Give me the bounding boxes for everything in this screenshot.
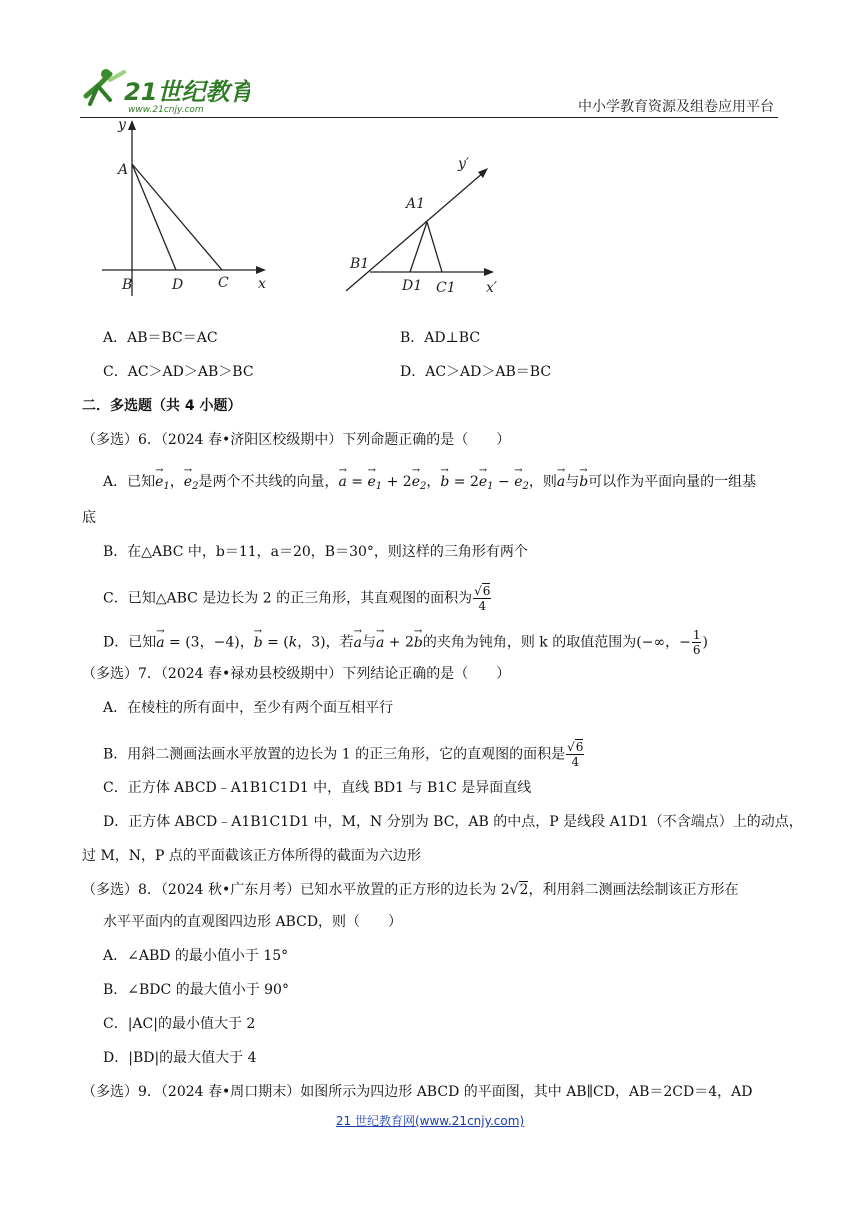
q8-option-b: B．∠BDC 的最大值小于 90° xyxy=(103,982,289,998)
label-x: x xyxy=(258,276,266,292)
q8-stem-cont: 水平平面内的直观图四边形 ABCD，则（ ） xyxy=(103,914,403,930)
figure-original-triangle xyxy=(96,118,276,302)
q7-option-d-cont: 过 M，N，P 点的平面截该正方体所得的截面为六边形 xyxy=(82,848,421,864)
label-D: D xyxy=(172,277,184,293)
q6-option-b: B．在△ABC 中，b＝11，a＝20，B＝30°，则这样的三角形有两个 xyxy=(103,544,528,560)
label-y: y xyxy=(118,118,126,133)
q8-option-a: A．∠ABD 的最小值小于 15° xyxy=(103,948,289,964)
logo-text: 21世纪教育 xyxy=(124,78,250,106)
label-C1: C1 xyxy=(436,280,456,296)
section-title: 二．多选题（共 4 小题） xyxy=(82,398,242,414)
q5-option-d: D．AC＞AD＞AB＝BC xyxy=(400,364,552,380)
q7-option-d: D．正方体 ABCD﹣A1B1C1D1 中，M，N 分别为 BC，AB 的中点，P 是线段 A1D1（不含端点）上的动点， xyxy=(103,814,803,830)
header-platform-name: 中小学教育资源及组卷应用平台 xyxy=(578,99,774,115)
q6-option-d: D．已知→ a = (3，−4)，→ b = (k，3)，若→ a与→ a + 2→ b的夹角为钝角，则 k 的取值范围为(−∞，− $\frac{1}{6}$ ) xyxy=(103,628,708,657)
label-D1: D1 xyxy=(402,278,423,294)
q6-option-a-cont: 底 xyxy=(82,510,96,526)
q7-option-a: A．在棱柱的所有面中，至少有两个面互相平行 xyxy=(103,700,394,716)
q5-option-a: A．AB＝BC＝AC xyxy=(103,330,218,346)
q8-option-d: D．|BD|的最大值大于 4 xyxy=(103,1050,257,1066)
q5-option-c: C．AC＞AD＞AB＞BC xyxy=(103,364,254,380)
label-y-prime: y′ xyxy=(458,156,470,172)
q6-stem: （多选）6．（2024 春•济阳区校级期中）下列命题正确的是（ ） xyxy=(82,432,511,448)
footer-link[interactable]: 21 世纪教育网(www.21cnjy.com) xyxy=(335,1114,525,1128)
q6-option-c: C．已知△ABC 是边长为 2 的正三角形，其直观图的面积为 $\frac{√6}{4}$ xyxy=(103,584,491,613)
q8-option-c: C．|AC|的最小值大于 2 xyxy=(103,1016,256,1032)
label-A1: A1 xyxy=(406,196,426,212)
label-B1: B1 xyxy=(350,256,370,272)
q5-option-b: B．AD⊥BC xyxy=(400,330,481,346)
q8-stem: （多选）8．（2024 秋•广东月考）已知水平放置的正方形的边长为 2√2，利用斜二测画法绘制该正方形在 xyxy=(82,882,739,898)
label-B: B xyxy=(122,277,133,293)
label-C: C xyxy=(218,275,229,291)
label-x-prime: x′ xyxy=(486,280,498,296)
q7-stem: （多选）7．（2024 春•禄劝县校级期中）下列结论正确的是（ ） xyxy=(82,666,511,682)
figure-intuitive-view xyxy=(340,150,510,304)
q9-stem: （多选）9．（2024 春•周口期末）如图所示为四边形 ABCD 的平面图，其中 AB∥CD，AB＝2CD＝4，AD xyxy=(82,1084,753,1100)
site-logo xyxy=(80,66,250,118)
q7-option-b: B．用斜二测画法画水平放置的边长为 1 的正三角形，它的直观图的面积是 $\frac{√6}{4}$ xyxy=(103,740,584,769)
label-A: A xyxy=(118,162,129,178)
q7-option-c: C．正方体 ABCD﹣A1B1C1D1 中，直线 BD1 与 B1C 是异面直线 xyxy=(103,780,532,796)
logo-sub: www.21cnjy.com xyxy=(128,105,204,115)
q6-option-a: A．已知→ $e_1$，→ $e_2$是两个不共线的向量，→ a = → $e_1 + 2\to e_2$，→ $b = 2\to e_1$ − → $e_2$，则→ a与→ b可以作为平面向量的一组基 xyxy=(103,472,756,497)
